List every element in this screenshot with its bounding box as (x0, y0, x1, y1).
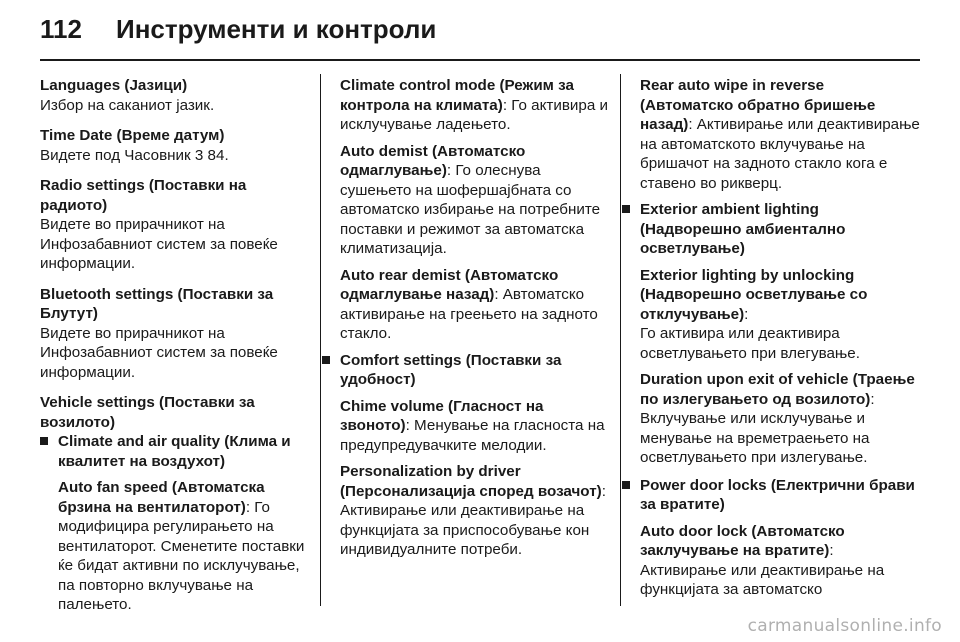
item-title: Rear auto wipe in reverse (Автоматско обратно бришење назад) (640, 77, 876, 133)
item-title: Exterior lighting by unlocking (Надворешно осветлување со отклучување) (640, 266, 868, 323)
bullet-title: Climate and air quality (Клима и квалитет на воздухот) (58, 433, 291, 470)
column-2 (340, 76, 610, 568)
section-title: Vehicle settings (Поставки за возилото) (40, 394, 255, 431)
item-title: Climate control mode (Режим за контрола на климата) (340, 77, 574, 114)
column-1 (40, 76, 310, 623)
square-bullet-icon (622, 205, 630, 213)
item-body: Го активира или деактивира осветлувањето при влегување. (640, 325, 860, 362)
body-text: Видете под Часовник (40, 146, 195, 164)
square-bullet-icon (622, 481, 630, 489)
item-rear-auto-wipe (640, 76, 920, 193)
item-climate-control-mode (340, 76, 610, 135)
section-title: Languages (Јазици) (40, 77, 188, 94)
item-body: : Го активира и исклучување ладењето. (340, 96, 608, 133)
bullet-title: Power door locks (Електрични брави за вратите) (640, 476, 915, 513)
section-radio-settings (40, 176, 310, 274)
section-bluetooth-settings (40, 285, 310, 383)
section-body: Видете во прирачникот на Инфозабавниот систем за повеќе информации. (40, 216, 278, 272)
section-vehicle-settings (40, 393, 310, 432)
section-title: Time Date (Време датум) (40, 127, 225, 144)
item-personalization (340, 462, 610, 560)
item-auto-demist (340, 142, 610, 259)
item-body: : Активирање или деактивирање на автоматското вклучување на бришачот на задното стакло кога е ставено во рикверц. (640, 116, 920, 192)
item-colon: : (744, 305, 749, 323)
header-divider (40, 59, 920, 61)
item-title: Duration upon exit of vehicle (Траење по излегувањето од возилото) (640, 371, 915, 408)
section-time-date (40, 126, 310, 165)
item-body: : Менување на гласноста на предупредувачките мелодии. (340, 417, 605, 454)
item-body: : Го модифицира регулирањето на вентилаторот. Сменетите поставки ќе бидат активни по исклучување, па повторно вклучување на палењето. (58, 498, 305, 613)
item-auto-rear-demist (340, 266, 610, 344)
bullet-climate-air-quality (40, 432, 310, 615)
column-3 (640, 76, 920, 608)
item-title: Auto rear demist (Автоматско одмаглување назад) (340, 266, 559, 303)
item-title: Auto door lock (Автоматско заклучување на вратите) (640, 522, 845, 559)
section-title: Radio settings (Поставки на радиото) (40, 177, 247, 214)
square-bullet-icon (322, 356, 330, 364)
item-auto-door-lock (640, 522, 920, 600)
item-body: : Активирање или деактивирање на функцијата за приспособување кон индивидуалните потреби. (340, 482, 606, 558)
bullet-exterior-ambient-lighting (622, 200, 920, 468)
watermark: carmanualsonline.info (747, 616, 942, 636)
item-title: Personalization by driver (Персонализација според возачот) (340, 463, 602, 500)
section-body (40, 146, 310, 166)
item-lighting-by-unlocking (640, 266, 920, 364)
column-divider-2 (620, 74, 621, 606)
item-chime-volume (340, 397, 610, 456)
bullet-title: Comfort settings (Поставки за удобност) (340, 351, 562, 388)
page-title: Инструменти и контроли (116, 14, 437, 44)
item-body: Вклучување или исклучување и менување на времетраењето на осветлувањето при излегување. (640, 410, 870, 466)
bullet-power-door-locks (622, 476, 920, 600)
item-body: : Го олеснува сушењето на шофершајбната со автоматско избирање на потребните поставки и режимот за автоматска климатизација. (340, 162, 601, 257)
item-auto-fan-speed (58, 478, 310, 615)
page-ref-arrow-icon: 3 (194, 146, 204, 164)
section-languages (40, 76, 310, 115)
page-ref: 84. (203, 146, 229, 164)
page-header (40, 14, 920, 54)
square-bullet-icon (40, 437, 48, 445)
section-body: Видете во прирачникот на Инфозабавниот систем за повеќе информации. (40, 324, 278, 381)
item-duration-upon-exit (640, 370, 920, 468)
item-title: Chime volume (Гласност на звоното) (340, 397, 544, 434)
section-title: Bluetooth settings (Поставки за Блутут) (40, 285, 274, 322)
item-title: Auto demist (Автоматско одмаглување) (340, 142, 526, 179)
item-title: Auto fan speed (Автоматска брзина на вентилаторот) (58, 479, 265, 516)
page-number: 112 (40, 14, 82, 44)
bullet-comfort-settings (322, 351, 610, 560)
item-colon: : (870, 390, 875, 408)
item-body: : Активирање или деактивирање на функцијата за автоматско (640, 542, 885, 598)
section-body: Избор на саканиот јазик. (40, 96, 215, 114)
item-body: : Автоматско активирање на греењето на задното стакло. (340, 286, 598, 342)
bullet-title: Exterior ambient lighting (Надворешно амбиентално осветлување) (640, 201, 846, 257)
column-divider-1 (320, 74, 321, 606)
